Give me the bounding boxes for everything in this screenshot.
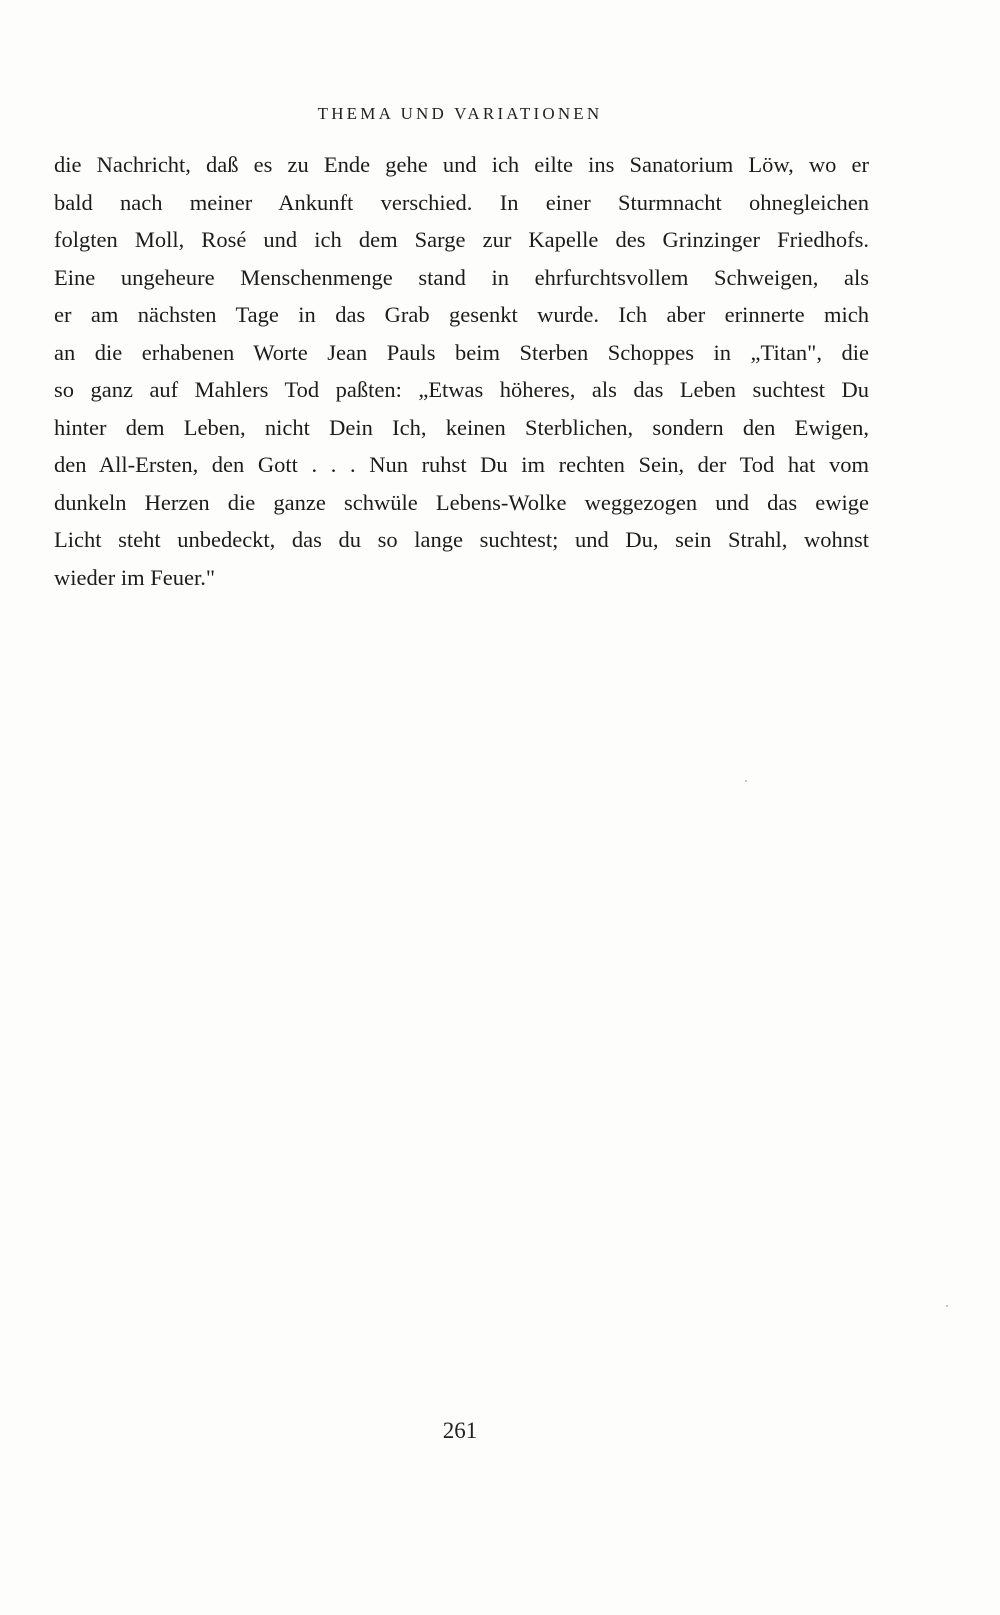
text-line: so ganz auf Mahlers Tod paßten: „Etwas höheres, als das Leben suchtest Du (54, 377, 869, 402)
text-line: den All-Ersten, den Gott . . . Nun ruhst Du im rechten Sein, der Tod hat vom (54, 452, 869, 477)
text-line: die Nachricht, daß es zu Ende gehe und ich eilte ins Sanatorium Löw, wo er (54, 152, 869, 177)
text-line: an die erhabenen Worte Jean Pauls beim Sterben Schoppes in „Titan", die (54, 339, 869, 365)
page-number: 261 (442, 1418, 478, 1443)
body-text (54, 146, 869, 596)
text-line: bald nach meiner Ankunft verschied. In einer Sturmnacht ohnegleichen (54, 189, 869, 215)
text-line: wieder im Feuer." (54, 564, 216, 590)
scan-speck (946, 1305, 948, 1307)
text-line: dunkeln Herzen die ganze schwüle Lebens-Wolke weggezogen und das ewige (54, 489, 869, 515)
text-line: folgten Moll, Rosé und ich dem Sarge zur Kapelle des Grinzinger Friedhofs. (54, 227, 869, 252)
text-line: Eine ungeheure Menschenmenge stand in ehrfurchtsvollem Schweigen, als (54, 264, 869, 290)
running-head: THEMA UND VARIATIONEN (317, 104, 603, 123)
scan-speck (745, 780, 747, 782)
text-line: hinter dem Leben, nicht Dein Ich, keinen Sterblichen, sondern den Ewigen, (54, 414, 869, 440)
text-line: Licht steht unbedeckt, das du so lange suchtest; und Du, sein Strahl, wohnst (54, 527, 869, 552)
text-line: er am nächsten Tage in das Grab gesenkt wurde. Ich aber erinnerte mich (54, 302, 869, 327)
